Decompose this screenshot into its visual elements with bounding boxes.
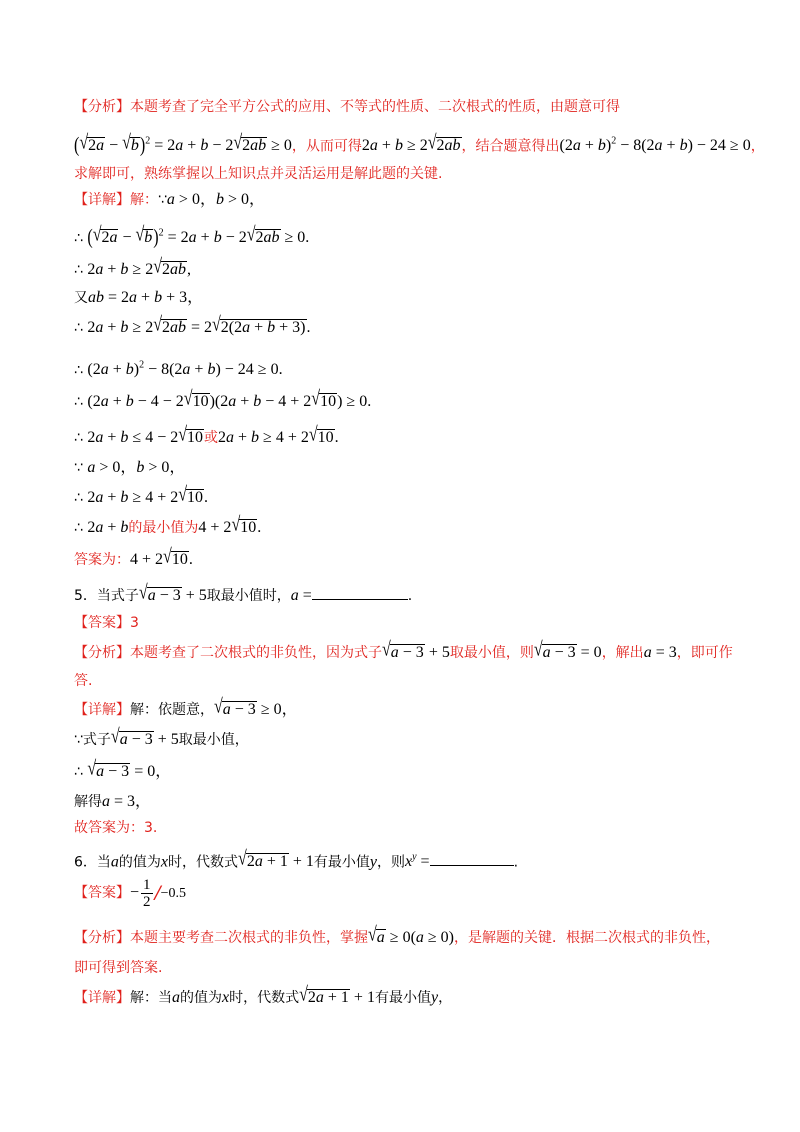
q6-number: 6． (74, 854, 97, 871)
q5-detail-line4: 解得a = 3， (74, 793, 152, 810)
q6-answer-alt: −0.5 (160, 886, 187, 901)
q4-answer-line: 答案为：4 + 2√10. (74, 546, 193, 568)
q4-detail-line11: ∴ 2a + b的最小值为4 + 2√10. (74, 514, 262, 536)
q5-analysis-text3: ，解出 (601, 645, 644, 661)
q6-stem3: 时，代数式 (168, 854, 239, 871)
q4-therefore-7: ∴ (74, 490, 83, 506)
q4-analysis-text3: ，结合题意得出 (461, 138, 560, 155)
q6-analysis-text3: 即可得到答案. (74, 960, 163, 976)
q4-therefore-5: ∴ (74, 394, 83, 410)
q5-analysis-text2: 取最小值，则 (449, 645, 534, 661)
q5-answer-blank (312, 585, 408, 600)
q5-final-line (74, 818, 157, 838)
q4-detail-text: 解： (130, 192, 158, 208)
q4-analysis-line2: $(√2a - √b)^2 = 2a + b - 2√2ab \ge 0$，从而可得2a + b ≥ 2√2ab，结合题意得出$(2a + b)^2 - 8(2a + b) - 24 \ge 0$， (74, 132, 765, 158)
q5-detail-label: 【详解】 (74, 702, 130, 718)
q4-therefore-4: ∴ (74, 362, 83, 379)
q6-detail-text3: 时，代数式 (229, 990, 300, 1006)
q5-answer-label: 【答案】 (74, 615, 130, 631)
q5-stem1: 当式子 (96, 588, 139, 604)
q6-answer-slash: / (154, 880, 161, 905)
q5-answer-line (74, 613, 139, 633)
q5-number: 5． (74, 588, 97, 604)
q6-detail-label: 【详解】 (74, 990, 130, 1006)
q5-because-text2: 取最小值， (178, 732, 249, 748)
q4-therefore-1: ∴ (74, 230, 83, 247)
q5-stem: 5．当式子√a − 3 + 5取最小值时，a = . (74, 582, 413, 604)
q5-answer-value: 3 (130, 615, 139, 631)
q4-analysis-text4: 求解即可，熟练掌握以上知识点并灵活运用是解此题的关键. (74, 166, 443, 182)
q5-detail-line3: ∴ √a − 3 = 0， (74, 758, 172, 780)
q5-therefore: ∴ (74, 764, 83, 780)
q4-detail-line5: ∴ 2a + b ≥ 2√2ab = 2√2(2a + b + 3). (74, 314, 311, 336)
q4-therefore-6: ∴ (74, 430, 83, 446)
q5-analysis-text1: 本题考查了二次根式的非负性，因为式子 (130, 645, 382, 661)
q4-math-quadratic: $(2a + b)^2 - 8(2a + b) - 24 \ge 0$ (559, 136, 751, 155)
q4-min-text: 的最小值为 (128, 520, 199, 536)
q5-detail-text: 解：依题意， (130, 702, 214, 718)
q4-detail-line7: ∴ (2a + b − 4 − 2√10)(2a + b − 4 + 2√10) ≥ 0. (74, 388, 372, 410)
q5-analysis-line2 (74, 671, 92, 691)
q4-analysis-text1: 本题考查了完全平方公式的应用、不等式的性质、二次根式的性质，由题意可得 (130, 99, 620, 115)
q4-detail-label: 【详解】 (74, 192, 130, 208)
q4-analysis-label: 【分析】 (74, 99, 130, 115)
q4-detail-line9: ∵ a > 0，b > 0， (74, 459, 186, 476)
q6-answer-blank (430, 851, 514, 866)
q6-answer-label: 【答案】 (74, 885, 130, 901)
q5-final-text: 故答案为：3. (74, 820, 158, 836)
q4-answer-prefix: 答案为： (74, 552, 130, 568)
q6-stem5: ，则 (376, 854, 405, 871)
q5-detail-line2: ∵式子√a − 3 + 5取最小值， (74, 726, 249, 748)
q4-math-ineq: 2a + b ≥ 2√2ab (361, 132, 461, 155)
q6-analysis-line1: 【分析】本题主要考查二次根式的非负性，掌握√a ≥ 0(a ≥ 0)，是解题的关键．根据二次根式的非负性， (74, 924, 720, 946)
q5-analysis-line1: 【分析】本题考查了二次根式的非负性，因为式子√a − 3 + 5取最小值，则√a − 3 = 0，解出a = 3，即可作 (74, 639, 733, 661)
q6-detail-text4: 有最小值 (374, 990, 431, 1006)
q4-analysis-line3 (74, 164, 442, 184)
q4-detail-line10: ∴ 2a + b ≥ 4 + 2√10. (74, 484, 208, 506)
q5-detail-line1: 【详解】解：依题意，√a − 3 ≥ 0， (74, 696, 298, 718)
q4-therefore-3: ∴ (74, 320, 83, 336)
q6-analysis-label: 【分析】 (74, 930, 130, 946)
q4-also: 又 (74, 290, 88, 306)
q6-analysis-text2: ，是解题的关键．根据二次根式的非负性， (454, 930, 720, 946)
q6-detail-text2: 的值为 (180, 990, 222, 1006)
q5-because: ∵ (74, 732, 83, 748)
q6-answer-line: 【答案】− $\frac{1}{2}$ /−0.5 (74, 876, 187, 910)
q4-because-symbol: ∵ (158, 192, 167, 208)
q4-detail-line2: ∴ $(√2a - √b)^2 = 2a + b - 2√2ab \ge 0$. (74, 224, 310, 250)
q4-therefore-2: ∴ (74, 262, 83, 278)
q4-analysis-line1 (74, 97, 620, 117)
q6-analysis-line2 (74, 958, 162, 978)
q4-detail-line8: ∴ 2a + b ≤ 4 − 2√10或2a + b ≥ 4 + 2√10. (74, 424, 339, 446)
q6-answer-fraction: $\frac{1}{2}$ (143, 876, 151, 910)
q4-analysis-text2: ，从而可得 (291, 138, 362, 155)
q6-stem: 6．当a的值为x时，代数式√2a + 1 + 1有最小值y，则$x^y$ = . (74, 848, 519, 871)
q4-or: 或 (204, 430, 218, 446)
q4-therefore-8: ∴ (74, 520, 83, 536)
q5-analysis-text4: ，即可作 (676, 645, 733, 661)
q4-detail-line6: ∴ $(2a + b)^2 - 8(2a + b) - 24 \ge 0$. (74, 360, 283, 379)
q6-detail-text1: 解：当 (130, 990, 172, 1006)
q6-analysis-text1: 本题主要考查二次根式的非负性，掌握 (130, 930, 368, 946)
q4-detail-line1: 【详解】解：∵a > 0，b > 0， (74, 191, 265, 208)
q5-solve-text: 解得 (74, 794, 102, 810)
q4-detail-line3: ∴ 2a + b ≥ 2√2ab, (74, 256, 191, 278)
q6-stem1: 当 (96, 854, 111, 871)
q5-analysis-text5: 答. (74, 673, 93, 689)
q4-math-square-expansion: $(√2a - √b)^2 = 2a + b - 2√2ab \ge 0$ (74, 132, 292, 158)
q6-stem4: 有最小值 (313, 854, 370, 871)
q5-because-text1: 式子 (82, 732, 111, 748)
q5-analysis-label: 【分析】 (74, 645, 130, 661)
q5-stem2: 取最小值时， (206, 588, 291, 604)
q6-stem2: 的值为 (118, 854, 161, 871)
q4-because-2: ∵ (74, 460, 83, 476)
q4-detail-line4: 又ab = 2a + b + 3， (74, 289, 204, 306)
q6-detail-line1: 【详解】解：当a的值为x时，代数式√2a + 1 + 1有最小值y， (74, 984, 453, 1006)
